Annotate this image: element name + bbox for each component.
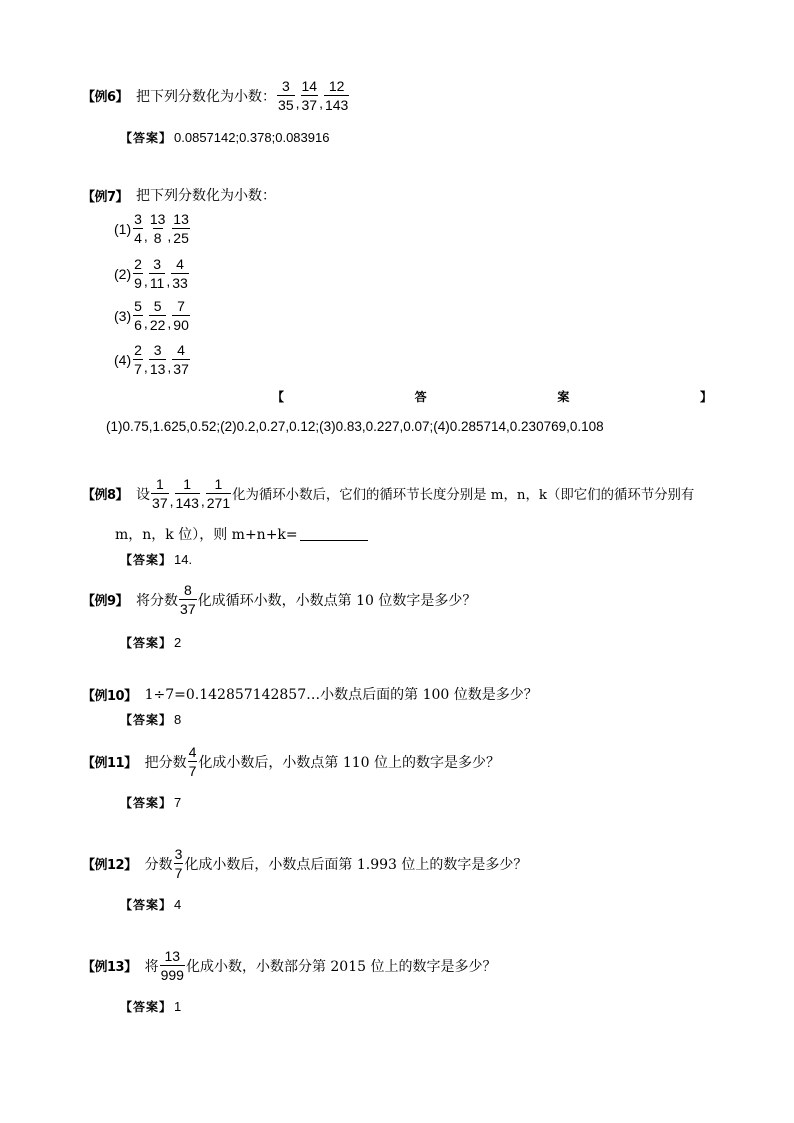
fraction: $\frac{3}{11}$: [149, 256, 165, 291]
fraction: $\frac{7}{90}$: [173, 298, 189, 333]
ex7-item-4: (4) $\frac{2}{7}$ , $\frac{3}{13}$ , $\frac{4}{37}$: [114, 342, 189, 377]
fraction: $\frac{3}{35}$: [278, 78, 294, 113]
fraction: $\frac{4}{7}$: [188, 744, 197, 779]
answer-tag: 【答案】: [120, 898, 173, 912]
fraction: $\frac{1}{143}$: [175, 476, 199, 511]
ex7-item-2: (2) $\frac{2}{9}$ , $\frac{3}{11}$ , $\frac{4}{33}$: [114, 256, 188, 291]
answer-tag: 【答案】: [120, 131, 173, 145]
fraction: $\frac{1}{37}$: [152, 476, 168, 511]
answer-value: 14.: [174, 552, 193, 567]
fraction: $\frac{13}{999}$: [160, 948, 184, 983]
answer-value: 0.0857142;0.378;0.083916: [174, 130, 330, 145]
fraction: $\frac{5}{6}$: [134, 298, 142, 333]
ex7-question: [82, 185, 276, 205]
ex13-tag: 【例13】: [82, 960, 137, 975]
ex12-answer: [120, 896, 181, 913]
ex7-answer: [106, 419, 604, 434]
fraction: $\frac{3}{13}$: [149, 342, 166, 377]
ex11-question: 【例11】 把分数 $\frac{4}{7}$ 化成小数后，小数点第 110 位上的数字是多少？: [82, 744, 501, 779]
ex8-question: 【例8】 设 $\frac{1}{37}$ , $\frac{1}{143}$ , $\frac{1}{271}$ 化为循环小数后，它们的循环节长度分别是 m，n，k（即它们的循环节分别有: [82, 476, 695, 511]
ex8-tag: 【例8】: [82, 488, 129, 503]
ex6-tag: 【例6】: [82, 90, 129, 105]
fraction: $\frac{14}{37}$: [301, 78, 318, 113]
fraction: $\frac{1}{271}$: [206, 476, 231, 511]
ex6-answer: [120, 129, 329, 146]
fraction: $\frac{13}{25}$: [173, 211, 189, 246]
answer-tag: 【答案】: [120, 636, 173, 650]
ex11-tag: 【例11】: [82, 756, 137, 771]
fraction: $\frac{4}{33}$: [172, 256, 188, 291]
ex8-question-line2: m，n，k 位），则 m+n+k=: [115, 524, 368, 544]
ex8-answer: [120, 551, 192, 568]
answer-tag: 【答案】: [120, 553, 173, 567]
fraction: $\frac{4}{37}$: [173, 342, 189, 377]
ex9-question: 【例9】 将分数 $\frac{8}{37}$ 化成循环小数，小数点第 10 位数字是多少？: [82, 582, 477, 617]
answer-value: 7: [174, 795, 182, 810]
ex9-answer: [120, 634, 181, 651]
fraction: $\frac{5}{22}$: [149, 298, 166, 333]
answer-tag: 【答案】: [120, 796, 173, 810]
ex7-answer-tag: 【 答 案 】: [272, 390, 712, 404]
answer-tag: 【答案】: [120, 713, 173, 727]
fraction: $\frac{3}{4}$: [134, 211, 142, 246]
answer-value: 2: [174, 635, 182, 650]
ex6-question: 【例6】 把下列分数化为小数： $\frac{3}{35}$ , $\frac{14}{37}$ , $\frac{12}{143}$: [82, 78, 349, 113]
answer-value: (1)0.75,1.625,0.52;(2)0.2,0.27,0.12;(3)0.83,0.227,0.07;(4)0.285714,0.230769,0.108: [106, 419, 604, 434]
fraction: $\frac{8}{37}$: [180, 582, 196, 617]
fraction: $\frac{13}{8}$: [149, 211, 166, 246]
answer-value: 4: [174, 897, 182, 912]
fraction: $\frac{2}{9}$: [134, 256, 142, 291]
ex11-answer: [120, 794, 181, 811]
answer-tag: 【答案】: [120, 1000, 173, 1014]
ex9-tag: 【例9】: [82, 594, 129, 609]
fraction: $\frac{3}{7}$: [174, 846, 183, 881]
ex13-question: 【例13】 将 $\frac{13}{999}$ 化成小数，小数部分第 2015 位上的数字是多少？: [82, 948, 497, 983]
ex13-answer: [120, 998, 181, 1015]
fraction: $\frac{12}{143}$: [324, 78, 349, 113]
ex10-tag: 【例10】: [82, 688, 137, 704]
answer-blank: [300, 528, 368, 541]
ex7-text: 把下列分数化为小数：: [136, 188, 277, 204]
ex10-question: 【例10】 1÷7=0.142857142857…小数点后面的第 100 位数是多少？: [82, 684, 538, 704]
ex12-question: 【例12】 分数 $\frac{3}{7}$ 化成小数后，小数点后面第 1.993 位上的数字是多少？: [82, 846, 528, 881]
answer-value: 8: [174, 712, 182, 727]
ex7-item-1: (1) $\frac{3}{4}$ , $\frac{13}{8}$ , $\frac{13}{25}$: [114, 211, 189, 246]
answer-value: 1: [174, 999, 182, 1014]
fraction: $\frac{2}{7}$: [134, 342, 142, 377]
ex10-answer: [120, 711, 181, 728]
ex7-tag: 【例7】: [82, 189, 129, 205]
ex12-tag: 【例12】: [82, 858, 137, 873]
ex7-item-3: (3) $\frac{5}{6}$ , $\frac{5}{22}$ , $\frac{7}{90}$: [114, 298, 189, 333]
ex6-text: 把下列分数化为小数：: [136, 88, 277, 105]
